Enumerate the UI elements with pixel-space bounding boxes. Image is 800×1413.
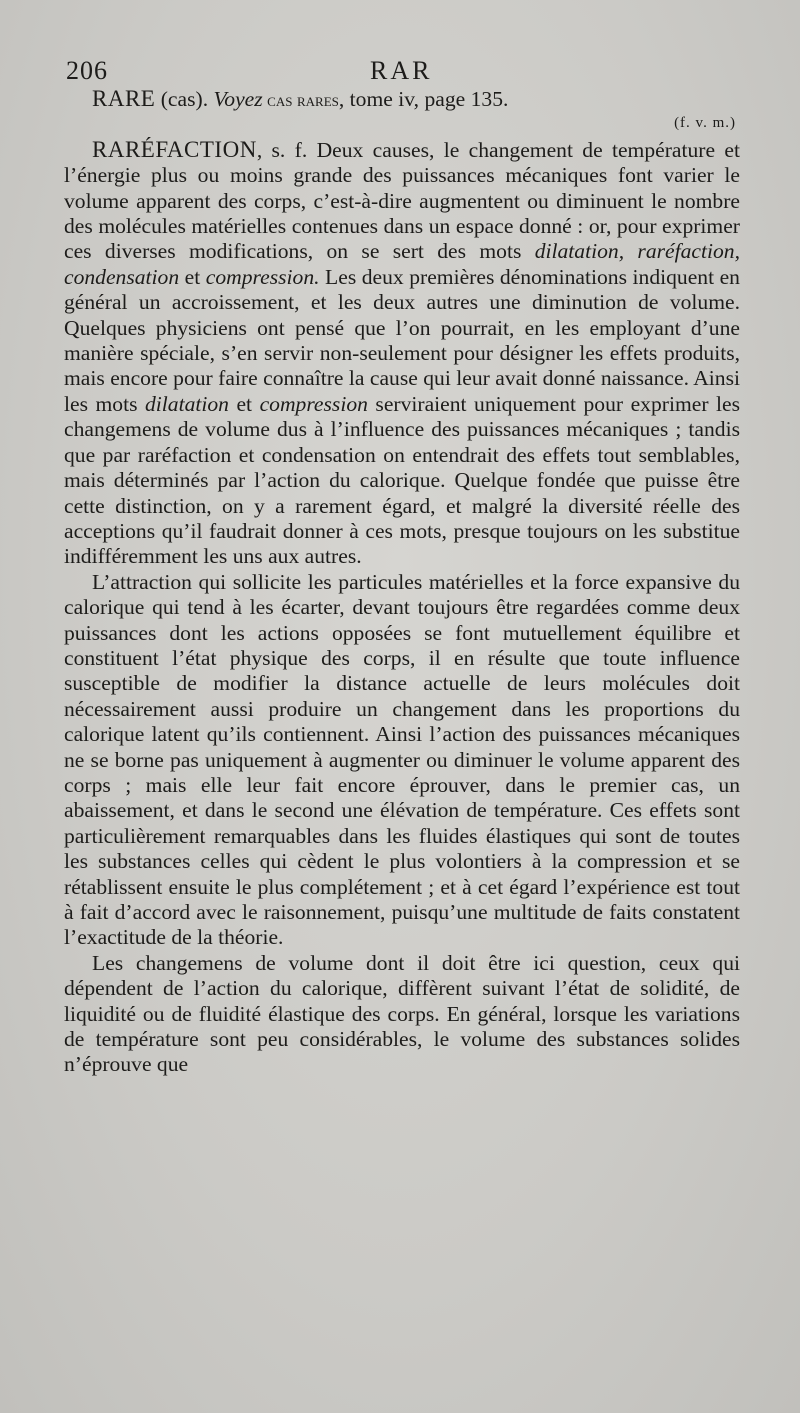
headword-rare: RARE <box>92 86 156 111</box>
para-1-text-b: et <box>179 264 206 289</box>
headword-rarefaction: RARÉFACTION <box>92 136 257 162</box>
page-body <box>64 86 740 1078</box>
page-number: 206 <box>66 56 108 85</box>
para-1-text-e: serviraient uniquement pour exprimer les changemens de volume dus à l’influence des puissances mécaniques ; tandis que par raréfaction et condensation on entendrait des effets tout semblables, mais déterminés par l’action du calorique. Quelque fondée que puisse être cette distinction, on y a rarement égard, et malgré la diversité réelle des acceptions qu’il faudrait donner à ces mots, presque toujours on les substitue indifféremment les uns aux autres. <box>64 391 740 569</box>
cross-ref-location: , tome iv, page 135. <box>338 87 509 111</box>
entry-rarefaction-para-2: L’attraction qui sollicite les particules matérielles et la force expansive du calorique qui tend à les écarter, devant toujours être regardées comme deux puissances dont les actions opposées se font mutuellement équilibre et constituent l’état physique des corps, il en résulte que toute influence susceptible de modifier la distance actuelle de leurs molécules doit nécessairement aussi produire un changement dans les proportions du calorique latent qu’ils contiennent. Ainsi l’action des puissances mécaniques ne se borne pas uniquement à augmenter ou diminuer le volume apparent des corps ; mais elle leur fait encore éprouver, dans le premier cas, un abaissement, et dans le second une élévation de température. Ces effets sont particulièrement remarquables dans les fluides élastiques qui sont de toutes les substances celles qui cèdent le plus volontiers à la compression et se rétablissent ensuite le plus complétement ; et à cet égard l’expérience est tout à fait d’accord avec le raisonnement, puisqu’une multitude de faits constatent l’exactitude de la théorie. <box>64 569 740 950</box>
running-title: RAR <box>370 56 433 85</box>
para-1-italic-compression: compression. <box>205 264 320 289</box>
page-header <box>66 56 736 86</box>
para-1-italic-compression-2: compression <box>259 391 368 416</box>
para-1-text-a: , s. f. Deux causes, le changement de température et l’énergie plus ou moins grande des puissances mécaniques font varier le volume apparent des corps, c’est-à-dire augmentent ou diminuent le nombre des molécules matérielles contenues dans un espace donné : or, pour exprimer ces diverses modifications, on se sert des mots <box>64 137 740 264</box>
entry-rare-cas <box>64 86 740 113</box>
para-1-text-d: et <box>228 391 260 416</box>
entry-rarefaction-para-3: Les changemens de volume dont il doit être ici question, ceux qui dépendent de l’action du calorique, diffèrent suivant l’état de solidité, de liquidité ou de fluidité élastique des corps. En général, lorsque les variations de température sont peu considérables, le volume des substances solides n’éprouve que <box>64 950 740 1077</box>
cross-ref-voyez: Voyez <box>213 87 263 111</box>
entry-rare-paren: (cas). <box>155 87 214 111</box>
author-initials: (f. v. m.) <box>674 115 736 132</box>
cross-ref-target: cas rares <box>262 90 339 110</box>
entry-rarefaction-para-1 <box>64 137 740 570</box>
para-1-italic-dilatation: dilatation <box>144 391 229 416</box>
para-1-text-c: Les deux premières dénominations indiquent en général un accroissement, et les deux autres une diminution de volume. Quelques physiciens ont pensé que l’on pourrait, en les employant d’une manière spéciale, s’en servir non-seulement pour désigner les effets produits, mais encore pour faire connaître la cause qui leur avait donné naissance. Ainsi les mots <box>64 264 740 416</box>
para-1-italic-terms: dilatation, raréfaction, condensation <box>64 239 740 289</box>
